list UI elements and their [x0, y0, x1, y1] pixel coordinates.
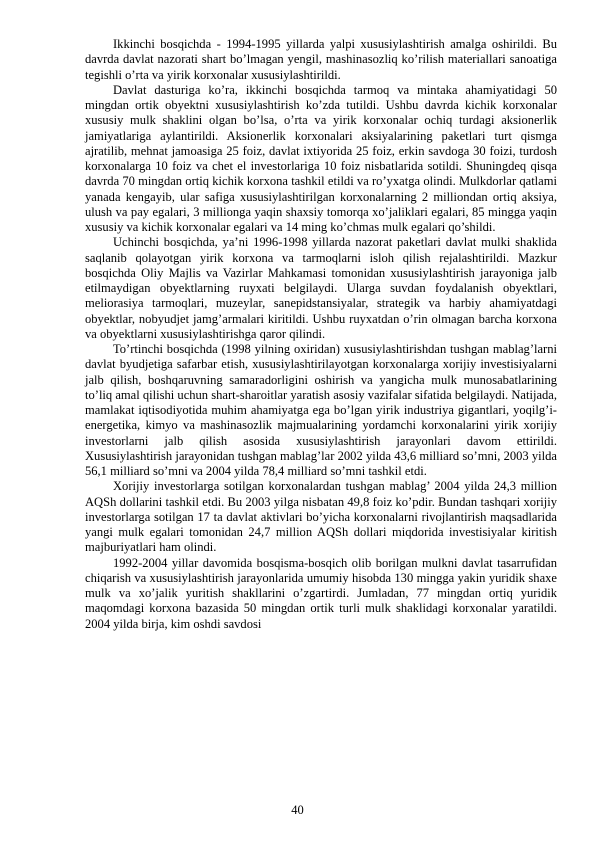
paragraph-stage-two: Ikkinchi bosqichda - 1994-1995 yillarda yalpi xususiylashtirish amalga oshirildi. Bu davrda davlat nazorati shart bo’lmagan yengil, mashinasozliq ko’rilish materiallari sanoatiga tegishli o’rta va yirik korxonalar xususiylashtirildi. [85, 37, 557, 82]
paragraph-foreign-investors: Xorijiy investorlarga sotilgan korxonalardan tushgan mablag’ 2004 yilda 24,3 million AQSh dollarini tashkil etdi. Bu 2003 yilga nisbatan 49,8 foiz ko’pdir. Bundan tashqari xorijiy investorlarga sotilgan 17 ta davlat aktivlari bo’yicha korxonalarni rivojlantirish maqsadlarida yangi mulk egalari tomonidan 24,7 million AQSh dollari miqdorida investisiyalar kiritish majburiyatlari ham olindi. [85, 479, 557, 555]
paragraph-state-program: Davlat dasturiga ko’ra, ikkinchi bosqichda tarmoq va mintaka ahamiyatidagi 50 mingdan ortik obyektni xususiylashtirish ko’zda tutildi. Ushbu davrda kichik korxonalar xususiy mulk shaklini olgan bo’lsa, o’rta va yirik korxonalar ochiq turdagi aksionerlik jamiyatlariga aylantirildi. Aksionerlik korxonalari aksiyalarining paketlari turt qismga ajratilib, mehnat jamoasiga 25 foiz, davlat ixtiyorida 25 foiz, erkin savdoga 30 foizi, turdosh korxonalarga 10 foiz va chet el investorlariga 10 foiz nisbatlarida sotildi. Shuningdeq qisqa davrda 70 mingdan ortiq kichik korxona tashkil etildi va ro’yxatga olindi. Mulkdorlar qatlami yanada kengayib, ular safiga xususiylashtirilgan korxonalarning 2 milliondan ortiq aksiya, ulush va pay egalari, 3 millionga yaqin shaxsiy tomorqa xo’jaliklari egalari, 85 mingga yaqin xususiy va kichik korxonalar egalari va 14 ming ko’chmas mulk egalari qo’shildi. [85, 82, 557, 234]
paragraph-stage-three: Uchinchi bosqichda, ya’ni 1996-1998 yillarda nazorat paketlari davlat mulki shaklida saqlanib qolayotgan yirik korxona va tarmoqlarni isloh qilish rejalashtirildi. Mazkur bosqichda Oliy Majlis va Vazirlar Mahkamasi tomonidan xususiylashtirish jarayoniga jalb etilmaydigan obyektlarning ruyxati belgilaydi. Ularga suvdan foydalanish obyektlari, meliorasiya tarmoqlari, muzeylar, sanepidstansiyalar, strategik va harbiy ahamiyatdagi obyektlar, nobyudjet jamg’armalari kiritildi. Ushbu ruyxatdan o’rin olmagan barcha korxona va obyektlarni xususiylashtirishga qaror qilindi. [85, 235, 557, 341]
document-body [85, 37, 557, 632]
page-number: 40 [291, 803, 304, 817]
paragraph-summary-1992-2004: 1992-2004 yillar davomida bosqisma-bosqich olib borilgan mulkni davlat tasarrufidan chiqarish va xususiylashtirish jarayonlarida umumiy hisobda 130 mingga yakin yuridik shaxe mulk va xo’jalik yuritish shakllarini o’zgartirdi. Jumladan, 77 mingdan ortiq yuridik maqomdagi korxona bazasida 50 mingdan ortik turli mulk shaklidagi korxonalar yaratildi. 2004 yilda birja, kim oshdi savdosi [85, 555, 557, 631]
paragraph-stage-four: To’rtinchi bosqichda (1998 yilning oxiridan) xususiylashtirishdan tushgan mablag’larni davlat byudjetiga safarbar etish, xususiylashtirilayotgan korxonalarga xorijiy investisiyalarni jalb qilish, boshqaruvning samaradorligini oshirish va yangicha mulk munosabatlarining to’liq amal qilishi uchun shart-sharoitlar yaratish asosiy vazifalar sifatida belgilaydi. Natijada, mamlakat iqtisodiyotida muhim ahamiyatga ega bo’lgan yirik industriya gigantlari, yoqilg’i-energetika, kimyo va mashinasozlik majmualarining yordamchi korxonalarini yirik xorijiy investorlarni jalb qilish asosida xususiylashtirish jarayonlari davom ettirildi. Xususiylashtirish jarayonidan tushgan mablag’lar 2002 yilda 43,6 milliard so’mni, 2003 yilda 56,1 milliard so’mni va 2004 yilda 78,4 milliard so’mni tashkil etdi. [85, 342, 557, 478]
